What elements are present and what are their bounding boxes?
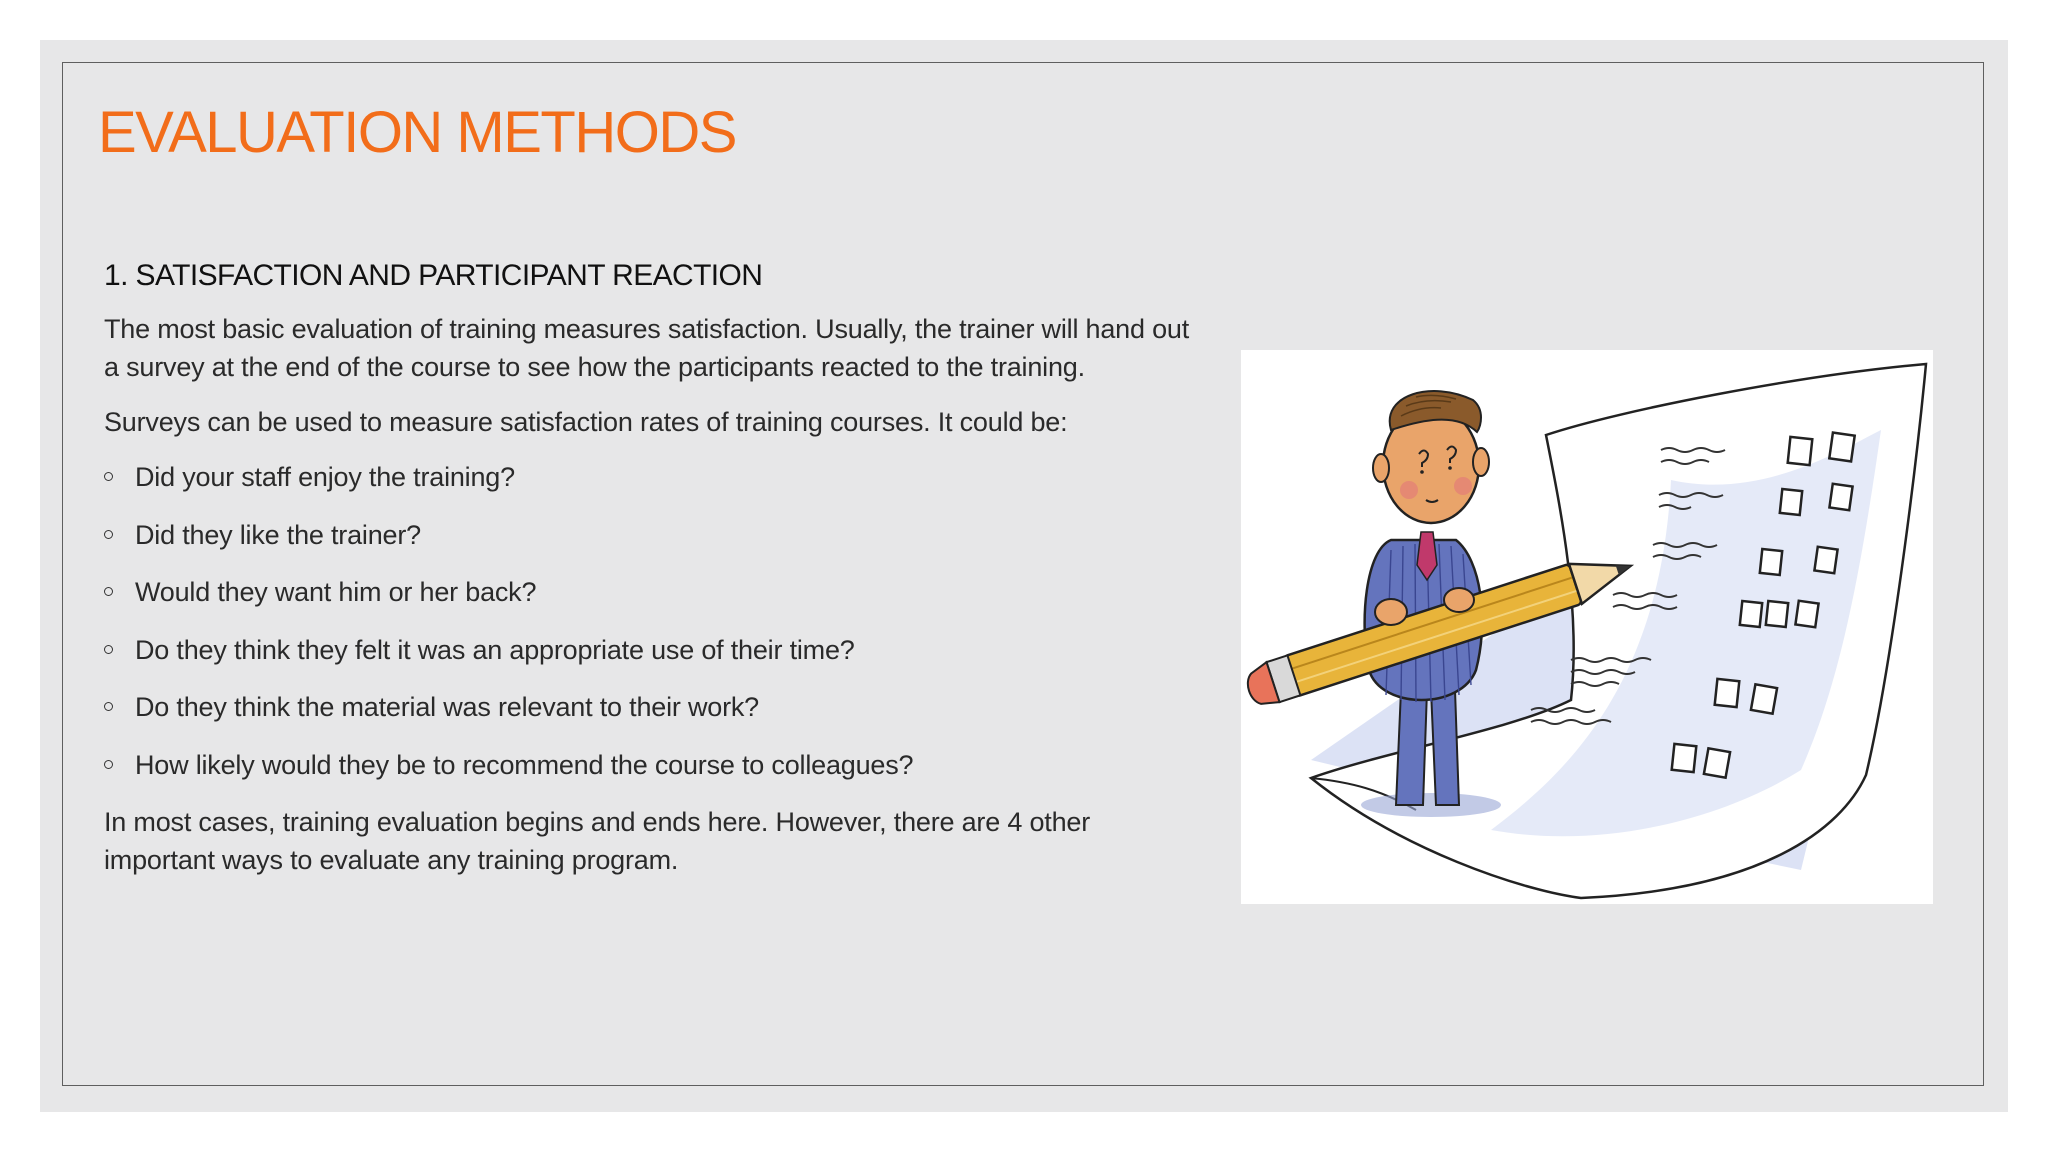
list-item: [104, 516, 1204, 554]
bullet-icon: [104, 702, 113, 711]
list-item-text: Did they like the trainer?: [135, 519, 421, 550]
closing-paragraph: In most cases, training evaluation begins and ends here. However, there are 4 other important ways to evaluate any training program.: [104, 807, 1090, 875]
list-item-text: Do they think the material was relevant to their work?: [135, 692, 759, 722]
list-item-text: Do they think they felt it was an appropriate use of their time?: [135, 634, 855, 665]
list-item: [104, 631, 1204, 669]
list-item-text: How likely would they be to recommend the course to colleagues?: [135, 749, 914, 780]
bullet-icon: [104, 760, 113, 769]
survey-illustration: [1241, 350, 1933, 904]
bullet-icon: [104, 530, 113, 539]
list-item: [104, 458, 1204, 496]
list-item: [104, 746, 1204, 784]
list-item: [104, 573, 1204, 611]
bullet-icon: [104, 587, 113, 596]
slide-body: [104, 256, 1204, 896]
bullet-icon: [104, 472, 113, 481]
question-list: [104, 458, 1204, 784]
slide-title: EVALUATION METHODS: [98, 100, 736, 165]
intro-paragraph: The most basic evaluation of training measures satisfaction. Usually, the trainer will hand out a survey at the end of the course to see how the participants reacted to the training.: [104, 314, 1190, 382]
section-heading: 1. SATISFACTION AND PARTICIPANT REACTION: [104, 259, 763, 292]
lead-paragraph: Surveys can be used to measure satisfaction rates of training courses. It could be:: [104, 407, 1068, 437]
list-item: [104, 688, 1204, 726]
bullet-icon: [104, 645, 113, 654]
survey-cartoon-image: [1241, 350, 1933, 904]
list-item-text: Would they want him or her back?: [135, 577, 537, 607]
list-item-text: Did your staff enjoy the training?: [135, 462, 515, 492]
